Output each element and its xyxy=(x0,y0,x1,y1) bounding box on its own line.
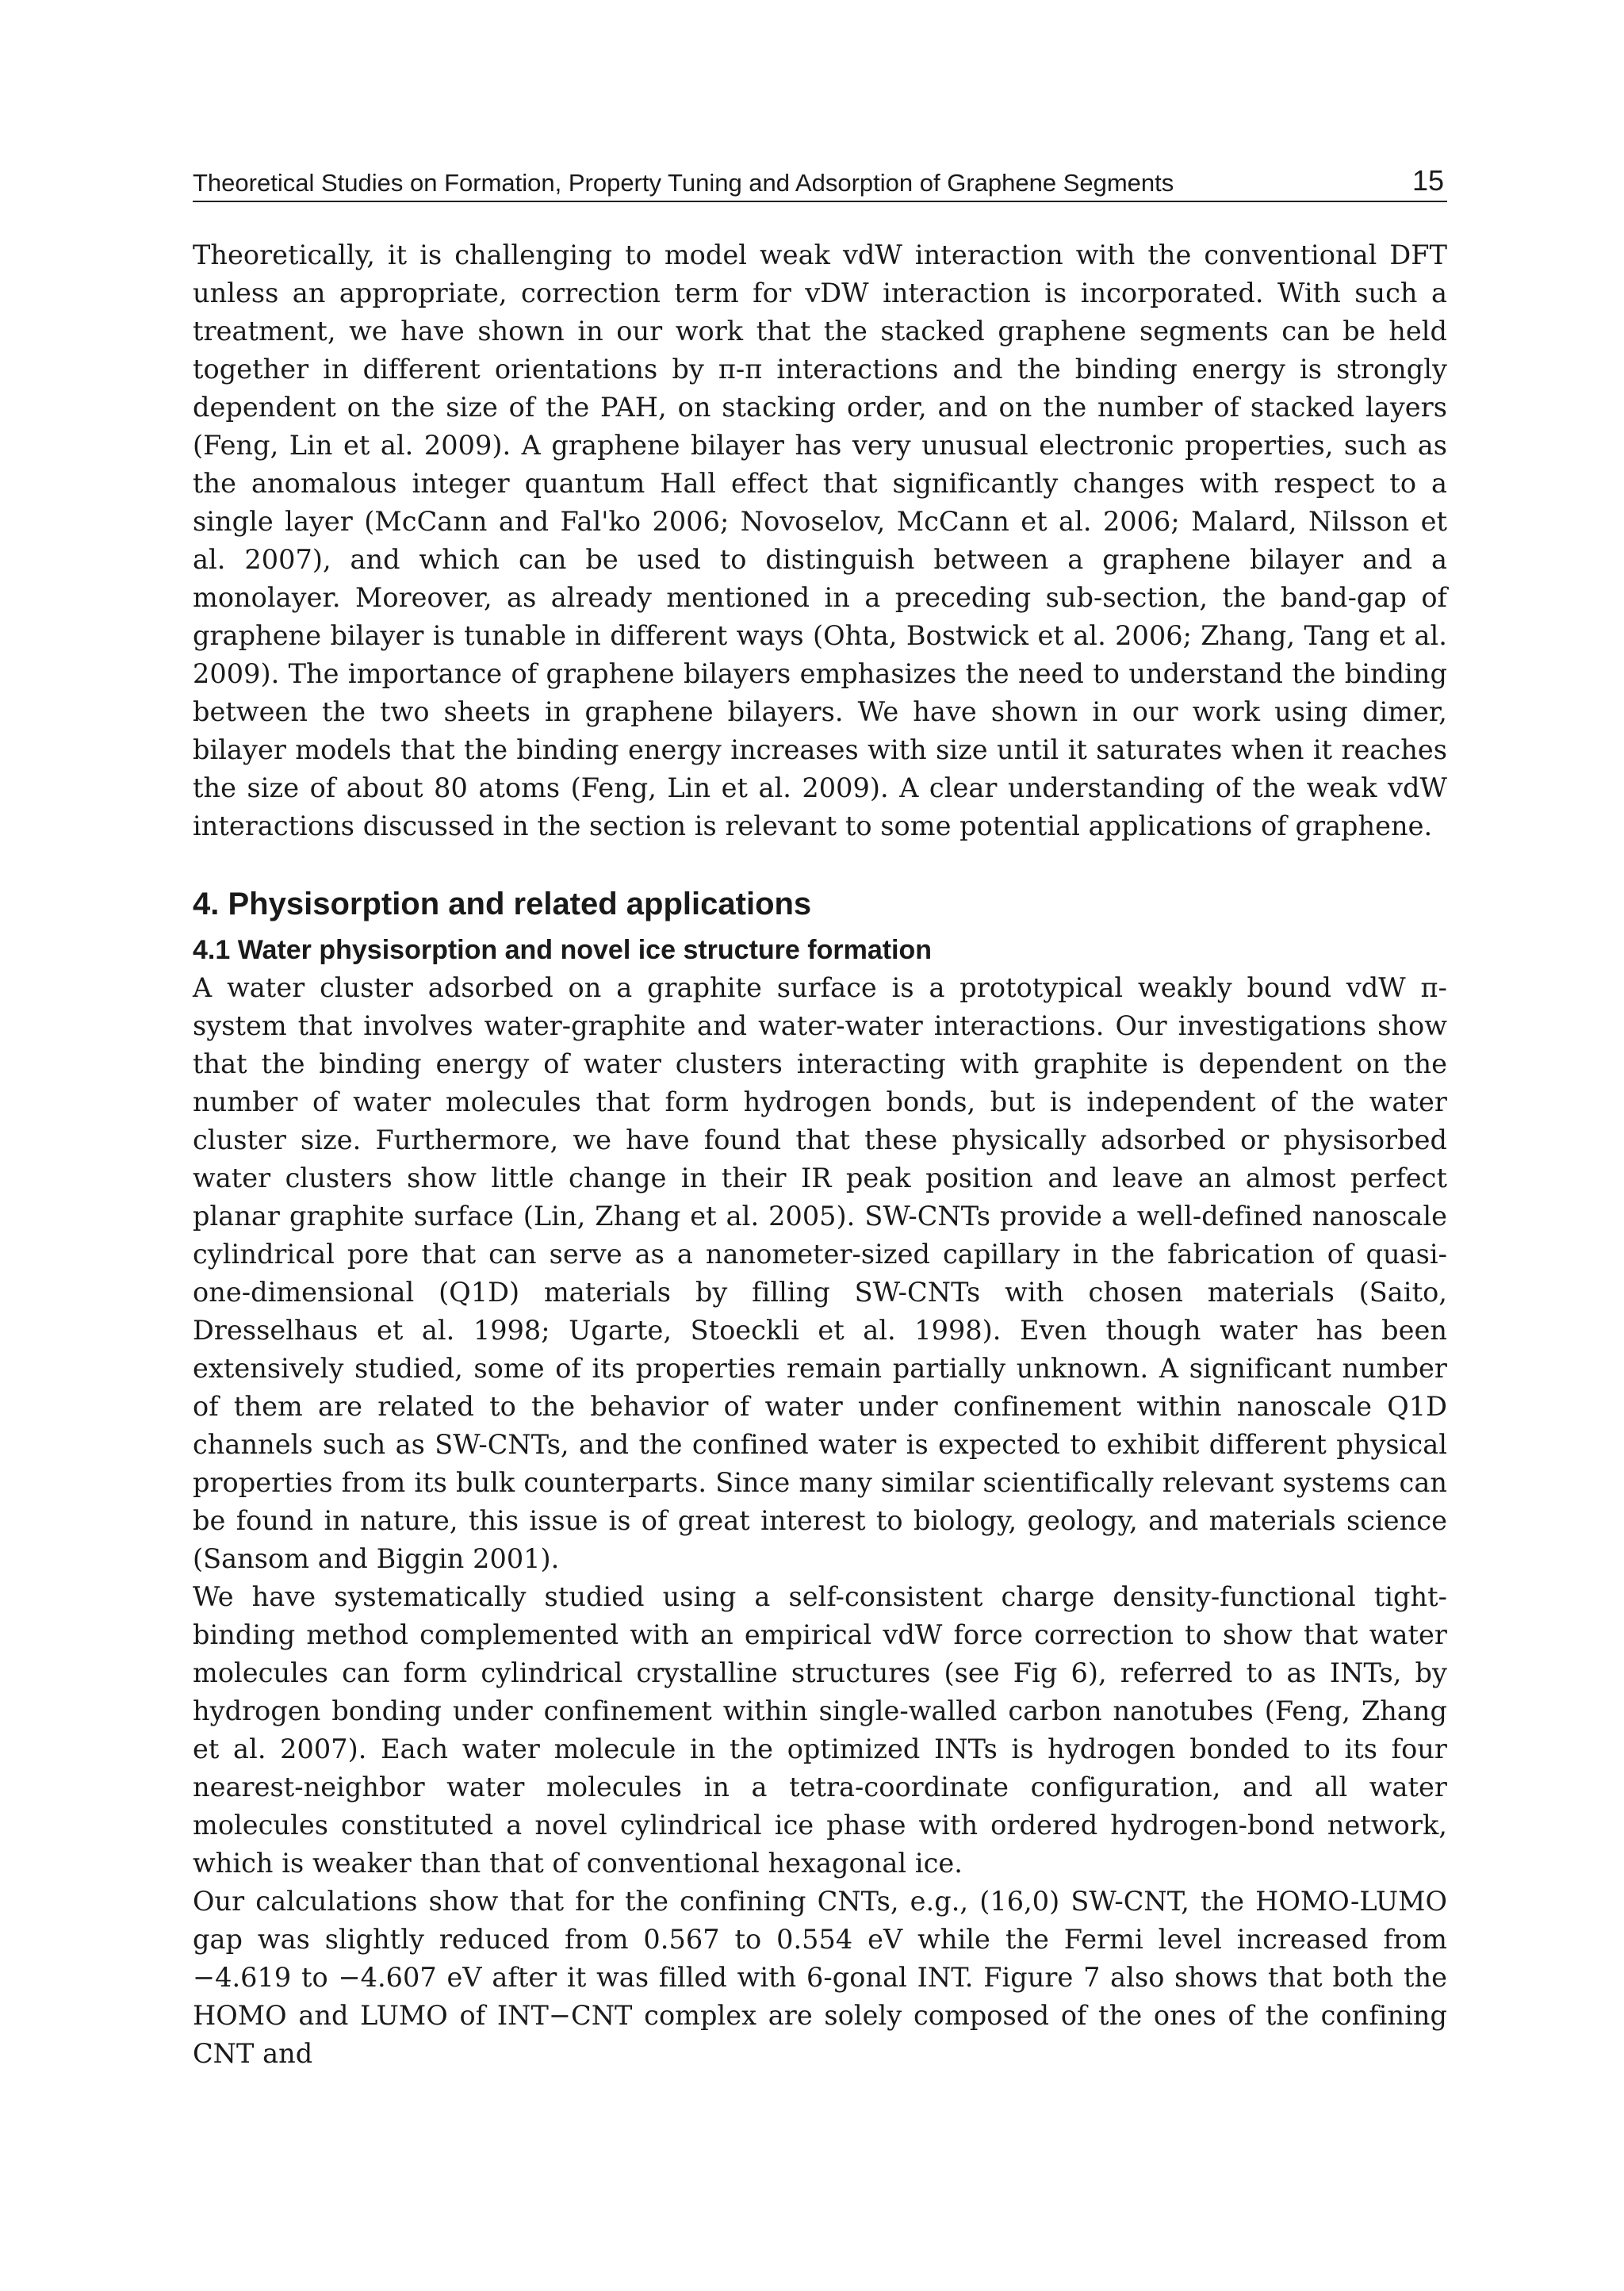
paragraph-water-clusters: A water cluster adsorbed on a graphite surface is a prototypical weakly bound vdW π-system that involves water-graphite and water-water interactions. Our investigations show that the binding energy of water clusters interacting with graphite is dependent on the number of water molecules that form hydrogen bonds, but is independent of the water cluster size. Furthermore, we have found that these physically adsorbed or physisorbed water clusters show little change in their IR peak position and leave an almost perfect planar graphite surface (Lin, Zhang et al. 2005). SW-CNTs provide a well-defined nanoscale cylindrical pore that can serve as a nanometer-sized capillary in the fabrication of quasi-one-dimensional (Q1D) materials by filling SW-CNTs with chosen materials (Saito, Dresselhaus et al. 1998; Ugarte, Stoeckli et al. 1998). Even though water has been extensively studied, some of its properties remain partially unknown. A significant number of them are related to the behavior of water under confinement within nanoscale Q1D channels such as SW-CNTs, and the confined water is expected to exhibit different physical properties from its bulk counterparts. Since many similar scientifically relevant systems can be found in nature, this issue is of great interest to biology, geology, and materials science (Sansom and Biggin 2001). xyxy=(193,972,1447,1574)
paragraph-ice-nanotubes: We have systematically studied using a self-consistent charge density-functional tight-binding method complemented with an empirical vdW force correction to show that water molecules can form cylindrical crystalline structures (see Fig 6), referred to as INTs, by hydrogen bonding under confinement within single-walled carbon nanotubes (Feng, Zhang et al. 2007). Each water molecule in the optimized INTs is hydrogen bonded to its four nearest-neighbor water molecules in a tetra-coordinate configuration, and all water molecules constituted a novel cylindrical ice phase with ordered hydrogen-bond network, which is weaker than that of conventional hexagonal ice. xyxy=(193,1581,1447,1879)
paragraph-vdw-interaction: Theoretically, it is challenging to model weak vdW interaction with the conventional DFT unless an appropriate, correction term for vDW interaction is incorporated. With such a treatment, we have shown in our work that the stacked graphene segments can be held together in different orientations by π-π interactions and the binding energy is strongly dependent on the size of the PAH, on stacking order, and on the number of stacked layers (Feng, Lin et al. 2009). A graphene bilayer has very unusual electronic properties, such as the anomalous integer quantum Hall effect that significantly changes with respect to a single layer (McCann and Fal'ko 2006; Novoselov, McCann et al. 2006; Malard, Nilsson et al. 2007), and which can be used to distinguish between a graphene bilayer and a monolayer. Moreover, as already mentioned in a preceding sub-section, the band-gap of graphene bilayer is tunable in different ways (Ohta, Bostwick et al. 2006; Zhang, Tang et al. 2009). The importance of graphene bilayers emphasizes the need to understand the binding between the two sheets in graphene bilayers. We have shown in our work using dimer, bilayer models that the binding energy increases with size until it saturates when it reaches the size of about 80 atoms (Feng, Lin et al. 2009). A clear understanding of the weak vdW interactions discussed in the section is relevant to some potential applications of graphene. xyxy=(193,239,1447,841)
section-heading: 4. Physisorption and related applications xyxy=(193,887,812,921)
running-title: Theoretical Studies on Formation, Property Tuning and Adsorption of Graphene Segments xyxy=(193,169,1174,197)
page-number: 15 xyxy=(1411,164,1444,197)
paragraph-homo-lumo: Our calculations show that for the confining CNTs, e.g., (16,0) SW-CNT, the HOMO-LUMO gap was slightly reduced from 0.567 to 0.554 eV while the Fermi level increased from −4.619 to −4.607 eV after it was filled with 6-gonal INT. Figure 7 also shows that both the HOMO and LUMO of INT−CNT complex are solely composed of the ones of the confining CNT and xyxy=(193,1886,1447,2069)
body-content xyxy=(193,236,1447,2073)
subsection-heading: 4.1 Water physisorption and novel ice structure formation xyxy=(193,935,933,965)
running-header xyxy=(193,166,1447,202)
